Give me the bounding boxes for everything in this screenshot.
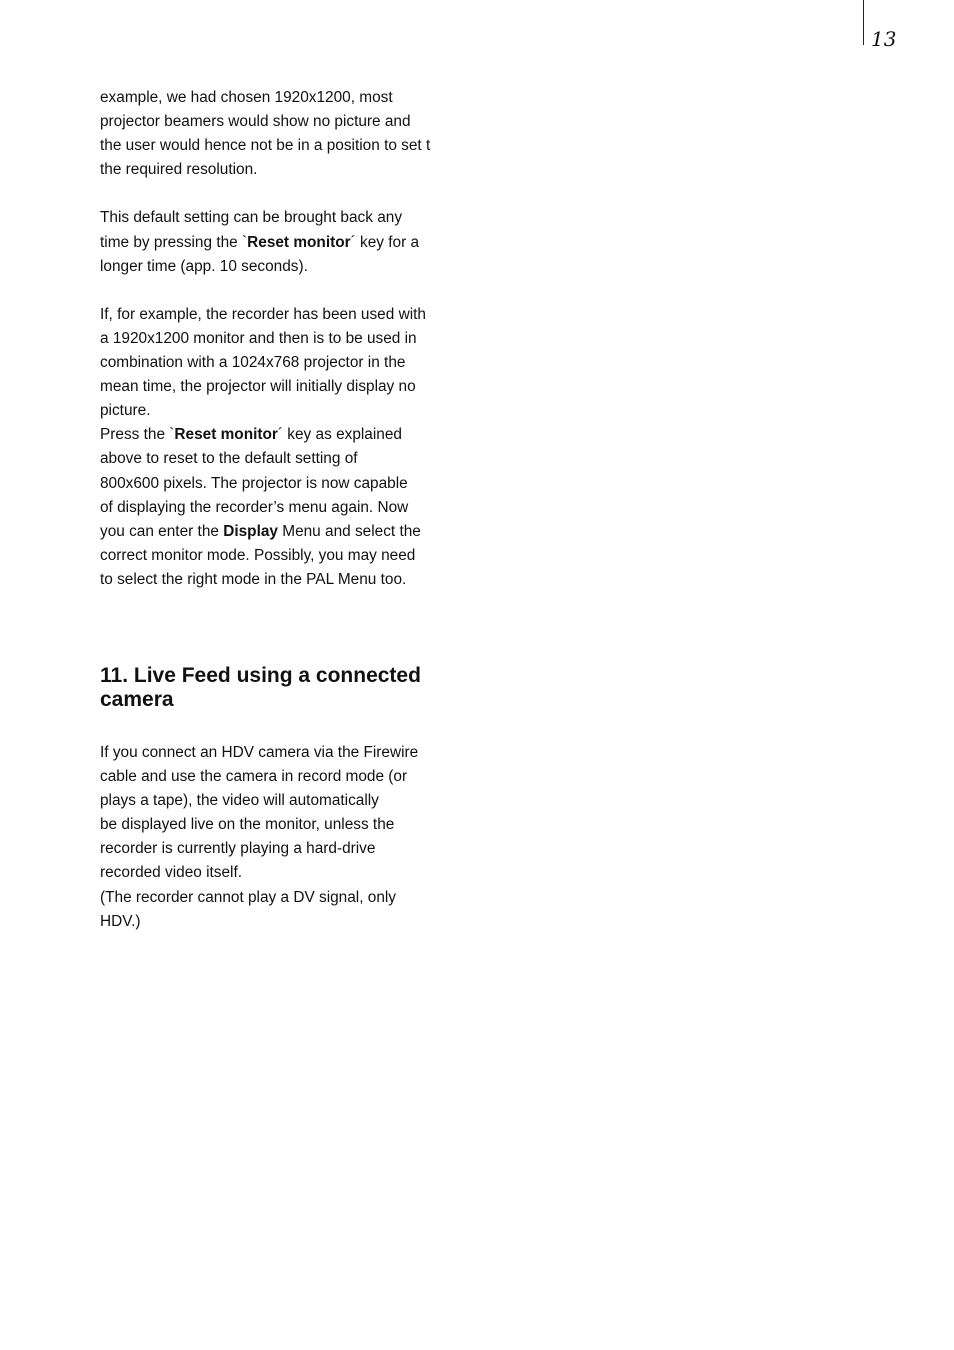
paragraph-gap xyxy=(100,182,480,206)
section-heading-line: camera xyxy=(100,688,174,712)
text-line xyxy=(100,423,480,447)
paragraph-default-setting xyxy=(100,206,480,278)
text-run: you can enter the xyxy=(100,522,224,540)
text-line: HDV.) xyxy=(100,912,141,930)
text-line: combination with a 1024x768 projector in the xyxy=(100,354,406,372)
section-gap xyxy=(100,592,480,664)
text-line: above to reset to the default setting of xyxy=(100,450,358,468)
paragraph-gap xyxy=(100,279,480,303)
text-line: correct monitor mode. Possibly, you may need xyxy=(100,546,416,564)
text-line: the required resolution. xyxy=(100,161,258,179)
text-line: longer time (app. 10 seconds). xyxy=(100,257,308,275)
text-line: to select the right mode in the PAL Menu too. xyxy=(100,570,407,588)
text-line: cable and use the camera in record mode (or xyxy=(100,768,408,786)
text-run: ´ key as explained xyxy=(277,426,402,444)
text-line: mean time, the projector will initially display no xyxy=(100,378,416,396)
text-run: ´ key for a xyxy=(350,233,420,251)
text-line: projector beamers would show no picture and xyxy=(100,113,411,131)
text-line: If you connect an HDV camera via the Firewire xyxy=(100,743,419,761)
text-line: If, for example, the recorder has been used with xyxy=(100,305,426,323)
text-run: Menu and select the xyxy=(277,522,421,540)
text-run: Press the ` xyxy=(100,426,175,444)
text-line: example, we had chosen 1920x1200, most xyxy=(100,89,393,106)
page-corner-rule xyxy=(863,0,864,45)
paragraph-resolution-example xyxy=(100,86,480,182)
text-line: a 1920x1200 monitor and then is to be used in xyxy=(100,329,417,347)
text-line: plays a tape), the video will automatically xyxy=(100,792,379,810)
text-line xyxy=(100,520,480,544)
heading-gap xyxy=(100,713,480,741)
text-line: be displayed live on the monitor, unless the xyxy=(100,816,395,834)
text-line: of displaying the recorder’s menu again. Now xyxy=(100,498,409,516)
text-line: This default setting can be brought back any xyxy=(100,209,403,227)
reset-monitor-key-label: Reset monitor xyxy=(174,426,278,444)
display-menu-label: Display xyxy=(223,522,278,540)
text-line: the user would hence not be in a position to set t xyxy=(100,137,431,155)
text-column xyxy=(100,86,480,934)
text-line: picture. xyxy=(100,402,151,420)
paragraph-live-feed xyxy=(100,741,480,934)
text-line: recorder is currently playing a hard-drive xyxy=(100,840,376,858)
paragraph-projector-example xyxy=(100,303,480,423)
text-line: recorded video itself. xyxy=(100,864,243,882)
section-heading-line: 11. Live Feed using a connected xyxy=(100,663,421,687)
text-line: 800x600 pixels. The projector is now capable xyxy=(100,474,408,492)
text-line: (The recorder cannot play a DV signal, only xyxy=(100,888,396,906)
paragraph-reset-instructions xyxy=(100,423,480,592)
reset-monitor-key-label: Reset monitor xyxy=(247,233,351,251)
page-number: 13 xyxy=(871,27,897,51)
section-heading xyxy=(100,664,480,713)
text-run: time by pressing the ` xyxy=(100,233,248,251)
text-line xyxy=(100,231,480,255)
